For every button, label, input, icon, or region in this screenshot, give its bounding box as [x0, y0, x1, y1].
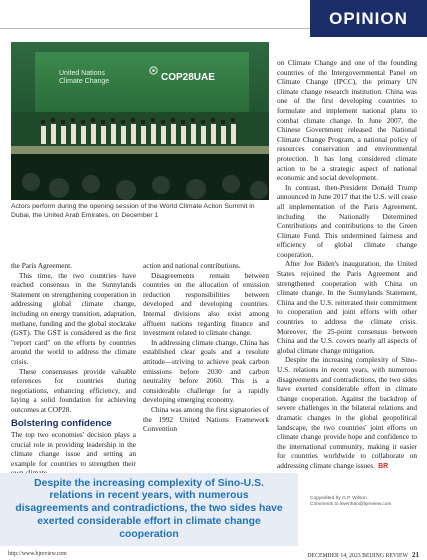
column-middle — [143, 261, 269, 434]
paragraph: These consensuses provide valuable references for countries during negotiations, enhancing efficiency, and laying a solid foundation for achieving outcomes at COP28. — [11, 366, 136, 414]
footer-date: DECEMBER 14, 2023 BEIJING REVIEW — [307, 553, 408, 559]
copyeditor-credit: Copyedited by G.P. Wilson — [310, 496, 367, 501]
footer-url[interactable]: http://www.bjreview.com — [8, 551, 67, 557]
footer-issue — [307, 551, 419, 559]
paragraph — [277, 355, 417, 471]
section-label: OPINION — [310, 0, 427, 37]
screen-logo-cop28: COP28UAE — [161, 72, 215, 83]
end-mark-icon: BR — [378, 462, 389, 470]
paragraph: Disagreements remain between countries on the allocation of emission reduction responsibilities between developed and developing countries. Internal divisions also exist among affluent nations regarding finance and investment related to climate change. — [143, 270, 269, 338]
paragraph: the Paris Agreement. — [11, 261, 72, 270]
paragraph: on Climate Change and one of the founding countries of the Intergovernmental Panel on Climate Change (IPCC), the primary UN climate change research institution. China was one of the first developing countries to formulate and implement national plans to combat climate change. In June 2007, the Chinese Government released the National Climate Change Program, a national policy of resources conservation and environmental protection. It has long considered climate action to be a strategic aspect of national economic and social development. — [277, 58, 417, 183]
paragraph: The top two economies' decision plays a crucial role in providing leadership in the climate change issue and setting an example for countries to strengthen their — [11, 430, 136, 468]
paragraph: China was among the first signatories of the 1992 United Nations Framework Convention — [143, 404, 269, 434]
column-left — [11, 261, 136, 478]
paragraph: This time, the two countries have reached consensus in the Sunnylands Statement on strengthening cooperation in addressing global climate change, including on energy transition, adaptation, methane, funding and the global stocktake (GST). The GST is considered as the first "report card" on the efforts by countries around the world to address the climate crisis. — [11, 270, 136, 366]
article-photo — [11, 42, 269, 200]
column-right — [277, 58, 417, 472]
header-rule — [0, 28, 310, 29]
top-bar — [0, 0, 427, 37]
paragraph: action and national contributions. — [143, 261, 241, 270]
pull-quote — [0, 473, 298, 546]
performers-illustration — [11, 42, 269, 200]
paragraph-text: Despite the increasing complexity of Sino-U.S. relations in recent years, with numerous disagreements and contradictions, the two sides have exerted considerable effort in climate change cooperation. Against the backdrop of severe challenges in the bilateral relations and dramatic changes in the global geopolitical landscape, the two countries' joint efforts on climate change provide hope and confidence to the international community, making it easier for countries worldwide to collaborate on addressing climate change issues. — [277, 355, 417, 470]
page-footer — [8, 551, 419, 560]
comments-email[interactable]: Comments to liwenhan@bjreview.com — [310, 502, 392, 508]
paragraph: After Joe Biden's inauguration, the United States rejoined the Paris Agreement and strengthened cooperation with China on climate change. In the Sunnylands Statement, China and the U.S. reiterated their commitment to cooperation and joint efforts with other countries to address the climate crisis. Moreover, the 25-point consensus between China and the U.S. covers nearly all aspects of global climate change mitigation. — [277, 259, 417, 355]
screen-logo-unfccc: United Nations Climate Change — [59, 70, 110, 85]
pull-quote-text: Despite the increasing complexity of Sino-U.S. relations in recent years, with numerous disagreements and contradictions, the two sides have exerted considerable effort in climate change cooperation — [15, 477, 283, 540]
credits — [310, 496, 420, 509]
page-number: 21 — [412, 551, 419, 559]
paragraph: In contrast, then-President Donald Trump announced in June 2017 that the U.S. will cease all implementation of the Paris Agreement, including the Nationally Determined Contributions and contributions to the Green Climate Fund. This undermined fairness and efficiency of global climate change cooperation. — [277, 182, 417, 259]
paragraph: In addressing climate change, China has established clear goals and a resolute attitude—striving to achieve peak carbon emissions before 2030 and carbon neutrality before 2060. This is a considerable challenge for a rapidly developing emerging economy. — [143, 337, 269, 405]
subheading: Bolstering confidence — [11, 417, 112, 429]
photo-caption: Actors perform during the opening session of the World Climate Action Summit in Dubai, the United Arab Emirates, on December 1 — [11, 203, 255, 219]
